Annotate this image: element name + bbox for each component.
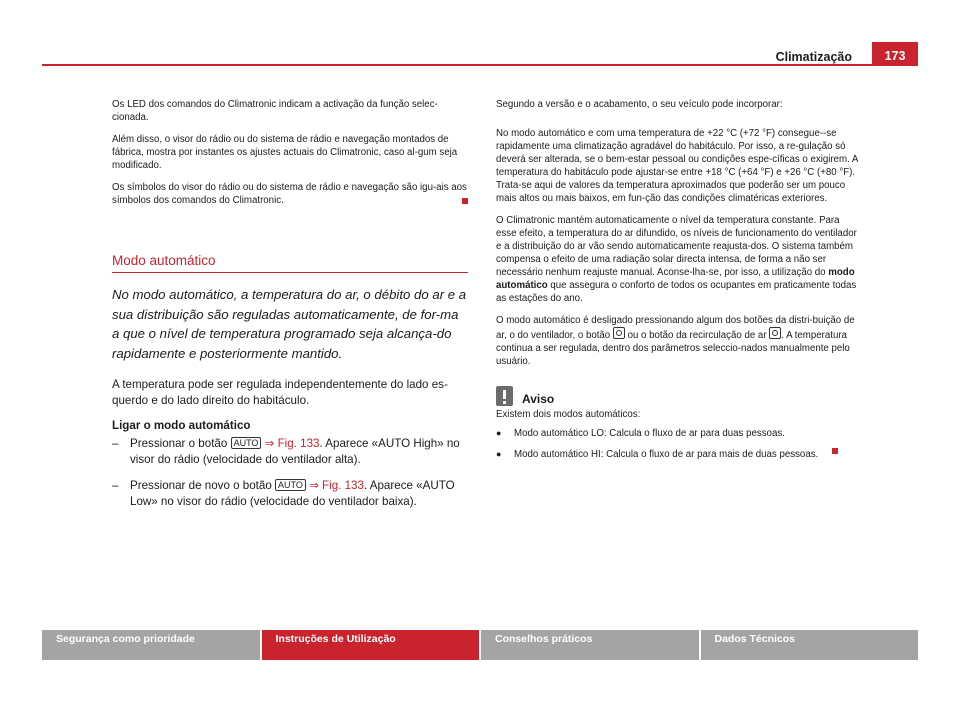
info-icon <box>496 386 513 406</box>
procedure-heading: Ligar o modo automático <box>112 419 251 432</box>
note-intro: Existem dois modos automáticos: <box>496 409 641 420</box>
lead-paragraph: No modo automático, a temperatura do ar, o débito do ar e a sua distribuição são reguladas automaticamente, de for-ma a que o nível de temperatura programado seja alcança-do rapidamente e posteriormente mantido. <box>112 287 467 361</box>
step-dash: – <box>112 437 119 450</box>
footer-navigation <box>42 630 918 660</box>
footer-tab-seguranca[interactable]: Segurança como prioridade <box>42 630 262 660</box>
note-header <box>496 386 858 406</box>
procedure-step-2 <box>112 478 468 510</box>
list-item: ● Modo automático HI: Calcula o fluxo de ar para mais de duas pessoas. <box>496 448 858 461</box>
right-column <box>496 98 858 469</box>
recirculation-button-icon <box>769 327 781 339</box>
auto-mode-emphasis: modo automático <box>496 267 855 291</box>
header-rule <box>42 64 918 66</box>
auto-key-icon: AUTO <box>275 479 306 491</box>
running-header-title: Climatização <box>775 50 852 64</box>
climatronic-paragraph: O Climatronic mantém automaticamente o nível da temperatura constante. Para esse efeito, a temperatura do ar difundido, os níveis de funcionamento do ventilador e a distribuição do ar vão sendo automaticamente reajusta-dos. O sistema também compensa o efeito de uma radiação solar directa intensa, de forma a não ser necessário nenhum reajuste manual. Aconse-lha-se, por isso, a utilização do modo automático que assegura o conforto de todos os ocupantes em praticamente todas as estações do ano. <box>496 215 857 304</box>
left-column <box>112 98 468 520</box>
fan-button-icon <box>613 327 625 339</box>
bullet-icon: ● <box>496 449 502 459</box>
right-intro: Segundo a versão e o acabamento, o seu veículo pode incorporar: <box>496 99 783 110</box>
footer-tab-dados[interactable]: Dados Técnicos <box>701 630 919 660</box>
figure-ref-link[interactable]: ⇒ Fig. 133 <box>264 437 320 450</box>
auto-off-paragraph: O modo automático é desligado pressionando algum dos botões da distri-buição de ar, o do ventilador, o botão ou o botão da recirculação de ar . A temperatura continua a ser regulada, dentro dos parâmetros seleccio-nados manualmente pelo usuário. <box>496 315 855 367</box>
figure-ref-link[interactable]: ⇒ Fig. 133 <box>309 479 364 492</box>
step-1-text: Pressionar o botão AUTO ⇒ Fig. 133. Aparece «AUTO High» no visor do rádio (velocidade do ventilador alta). <box>130 437 460 466</box>
left-intro-2: Além disso, o visor do rádio ou do sistema de rádio e navegação montados de fábrica, mostra por instantes os ajustes actuais do Climatronic, caso al-gum seja modificado. <box>112 134 458 171</box>
left-intro-1: Os LED dos comandos do Climatronic indicam a activação da função selec-cionada. <box>112 99 438 123</box>
temperature-paragraph: No modo automático e com uma temperatura de +22 °C (+72 °F) consegue--se rapidamente uma climatização agradável do habitáculo. Por isso, a re-gulação só deverá ser alterada, se o bem-estar pessoal ou condições espe-cíficas o exigirem. A temperatura do habitáculo pode ajustar-se entre +18 °C (+64 °F) e +26 °C (+80 °F). Trata-se aqui de valores da temperatura aproximados que poderão ser um pouco mais altos ou mais baixos, em fun-ção das condições climatéricas exteriores. <box>496 128 858 204</box>
footer-tab-instrucoes[interactable]: Instruções de Utilização <box>262 630 482 660</box>
step-dash: – <box>112 479 119 492</box>
end-of-section-mark <box>462 198 468 204</box>
body-paragraph: A temperatura pode ser regulada independentemente do lado es-querdo e do lado direito do habitáculo. <box>112 378 448 407</box>
auto-key-icon: AUTO <box>231 437 262 449</box>
section-title: Modo automático <box>112 253 468 273</box>
note-title: Aviso <box>522 392 555 406</box>
page-number: 173 <box>872 42 918 66</box>
footer-tab-conselhos[interactable]: Conselhos práticos <box>481 630 701 660</box>
bullet-icon: ● <box>496 428 502 438</box>
end-of-section-mark <box>832 448 838 454</box>
left-intro-3 <box>112 181 468 207</box>
step-2-text: Pressionar de novo o botão AUTO ⇒ Fig. 133. Aparece «AUTO Low» no visor do rádio (velocidade do ventilador baixa). <box>130 479 455 508</box>
procedure-step-1 <box>112 436 468 468</box>
list-item: ● Modo automático LO: Calcula o fluxo de ar para duas pessoas. <box>496 428 785 439</box>
left-intro-3-text: Os símbolos do visor do rádio ou do sistema de rádio e navegação são igu-ais aos símbolos dos comandos do Climatronic. <box>112 182 467 206</box>
